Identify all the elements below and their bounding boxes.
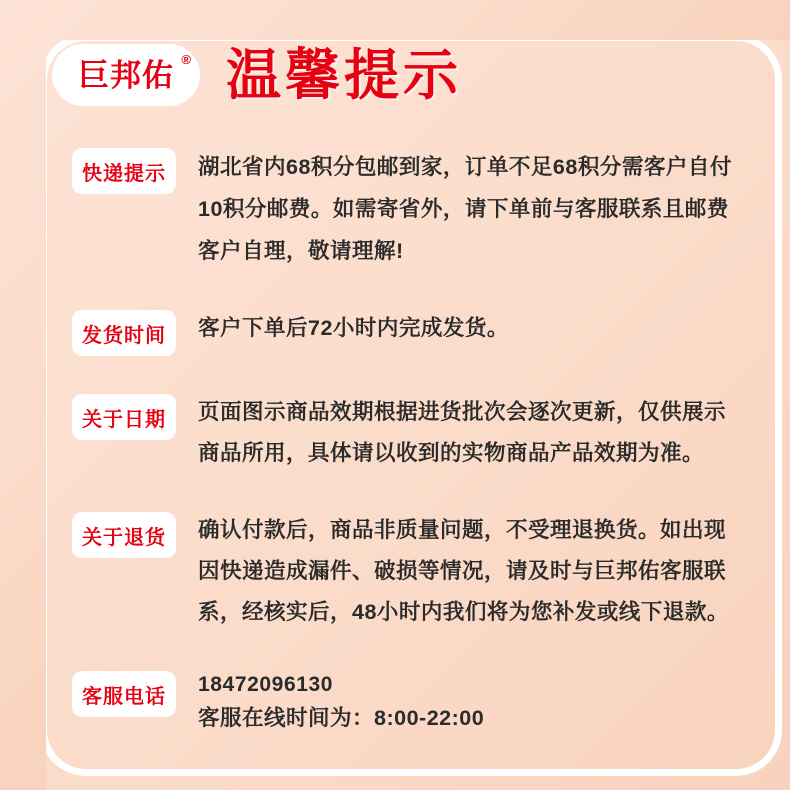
notice-row-service-phone <box>72 669 732 735</box>
poster-header <box>52 44 462 106</box>
notice-tag-expiry-date: 关于日期 <box>72 394 176 440</box>
notice-row-dispatch-time <box>72 308 732 356</box>
notice-row-expiry-date <box>72 392 732 474</box>
frame-mask-left <box>0 0 46 790</box>
brand-logo-text: 巨邦佑 <box>78 57 174 93</box>
notice-row-returns <box>72 510 732 633</box>
registered-trademark-icon: ® <box>181 52 191 67</box>
notice-text-returns: 确认付款后，商品非质量问题，不受理退换货。如出现因快递造成漏件、破损等情况，请及时与巨邦佑客服联系，经核实后，48小时内我们将为您补发或线下退款。 <box>198 518 729 624</box>
notice-text-expiry-date: 页面图示商品效期根据进货批次会逐次更新，仅供展示商品所用，具体请以收到的实物商品产品效期为准。 <box>198 400 727 465</box>
notice-rows <box>72 146 732 771</box>
notice-tag-dispatch-time: 发货时间 <box>72 310 176 356</box>
page-title: 温馨提示 <box>226 43 463 106</box>
service-hours: 客服在线时间为：8:00-22:00 <box>198 706 485 730</box>
notice-tag-service-phone: 客服电话 <box>72 671 176 717</box>
brand-logo <box>52 44 200 106</box>
notice-text-express: 湖北省内68积分包邮到家，订单不足68积分需客户自付10积分邮费。如需寄省外，请下单前与客服联系且邮费客户自理，敬请理解! <box>198 155 732 263</box>
notice-tag-returns: 关于退货 <box>72 512 176 558</box>
notice-tag-express: 快递提示 <box>72 148 176 194</box>
service-phone-number[interactable]: 18472096130 <box>198 673 334 696</box>
notice-row-express <box>72 146 732 272</box>
notice-text-dispatch-time: 客户下单后72小时内完成发货。 <box>198 316 509 340</box>
frame-mask-top <box>0 0 790 40</box>
service-contact-block <box>198 669 732 735</box>
